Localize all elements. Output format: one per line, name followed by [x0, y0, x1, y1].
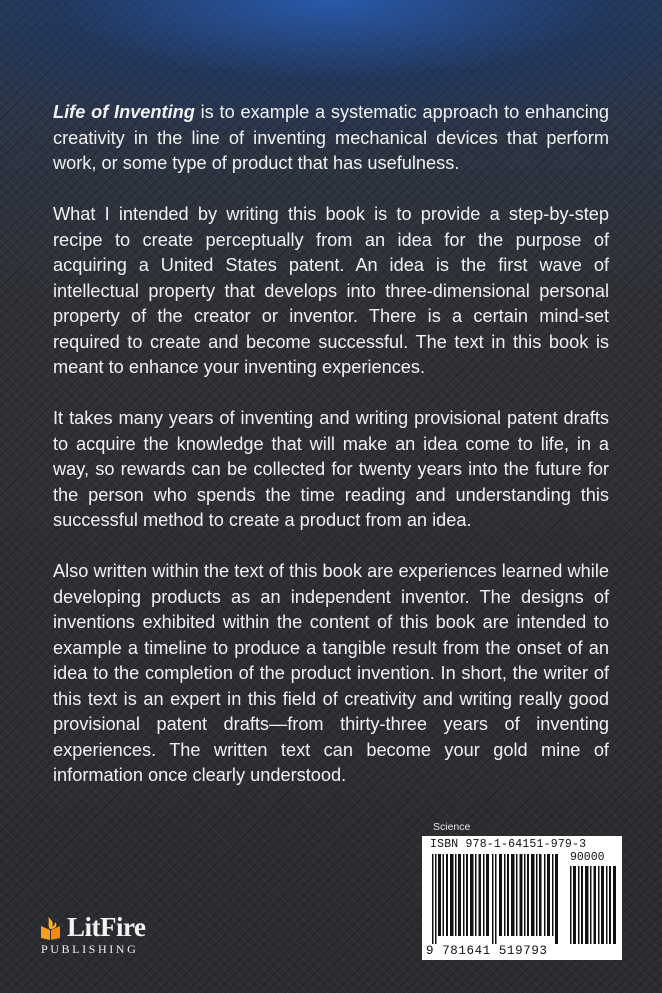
publisher-logo: [38, 912, 158, 956]
book-title: Life of Inventing: [53, 102, 195, 122]
publisher-subtitle: PUBLISHING: [41, 942, 139, 956]
ean-barcode-bars: [432, 854, 558, 944]
barcode-card: [422, 836, 622, 960]
back-cover-blurb: [53, 100, 609, 814]
blurb-paragraph-2: What I intended by writing this book is to provide a step-by-step recipe to create perceptually from an idea for the purpose of acquiring a United States patent. An idea is the first wave of intellectual property that develops into three-dimensional personal property of the creator or inventor. There is a certain mind-set required to create and become successful. The text in this book is meant to enhance your inventing experiences.: [53, 204, 609, 377]
blurb-paragraph-4: Also written within the text of this book are experiences learned while developing products as an independent inventor. The designs of inventions exhibited within the content of this book are intended to example a timeline to produce a tangible result from the onset of an idea to the completion of the product invention. In short, the writer of this text is an expert in this field of creativity and writing really good provisional patent drafts—from thirty-three years of inventing experiences. The written text can become your gold mine of information once clearly understood.: [53, 561, 609, 785]
blurb-paragraph-1: [53, 100, 609, 177]
flame-book-icon: [38, 914, 64, 940]
blurb-paragraph-3: It takes many years of inventing and writing provisional patent drafts to acquire the knowledge that will make an idea come to life, in a way, so rewards can be collected for twenty years into the future for the person who spends the time reading and understanding this successful method to create a product from an idea.: [53, 408, 609, 530]
barcode-area: [422, 818, 622, 960]
publisher-name: LitFire: [67, 912, 146, 942]
addon-barcode-bars: [570, 866, 616, 944]
blurb-paragraph-1-text: is to example a systematic approach to enhancing creativity in the line of inventing mechanical devices that perform work, or some type of product that has usefulness.: [53, 102, 609, 173]
barcode-digits: 9 781641 519793: [426, 944, 548, 958]
category-label: Science: [433, 821, 471, 833]
price-code: 90000: [570, 851, 605, 864]
isbn-text: ISBN 978-1-64151-979-3: [430, 838, 587, 851]
